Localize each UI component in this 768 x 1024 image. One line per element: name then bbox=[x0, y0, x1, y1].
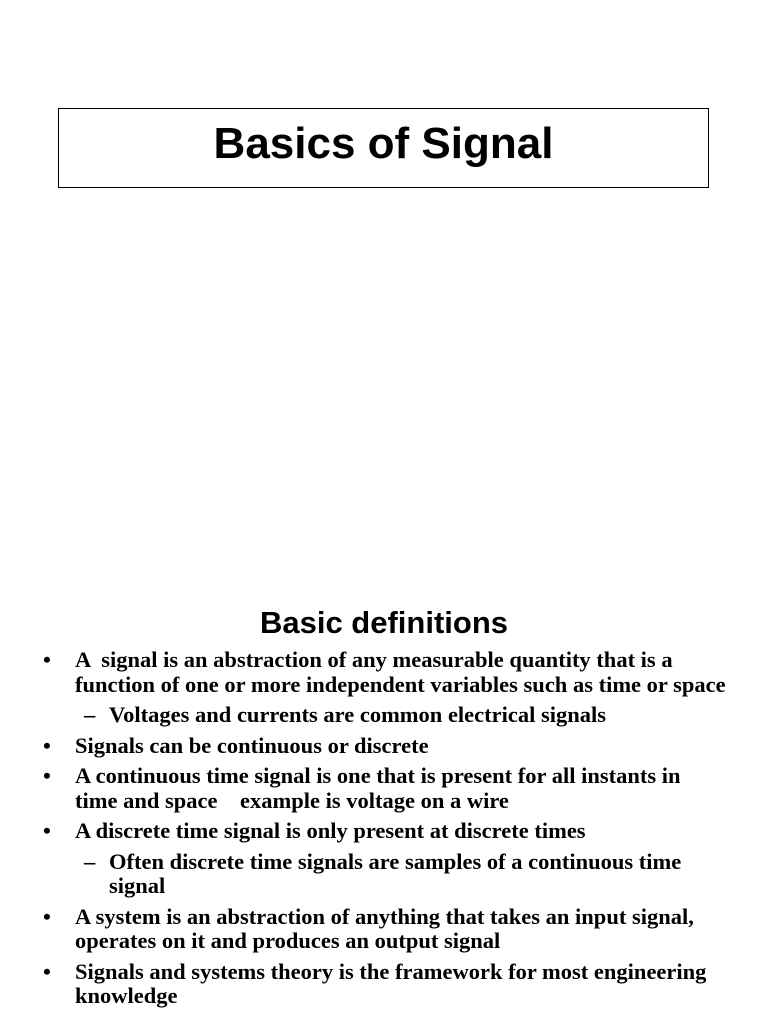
page-title: Basics of Signal bbox=[213, 119, 554, 168]
list-item-text: A signal is an abstraction of any measurable quantity that is a function of one or more independent variables such as time or space bbox=[75, 647, 726, 697]
list-item-text: Signals and systems theory is the framework for most engineering knowledge bbox=[75, 958, 707, 1008]
list-item-text: A system is an abstraction of anything that takes an input signal, operates on it and produces an output signal bbox=[75, 903, 694, 953]
list-item bbox=[0, 728, 768, 759]
list-item-text: A continuous time signal is one that is present for all instants in time and space example is voltage on a wire bbox=[75, 763, 687, 813]
list-item bbox=[0, 844, 768, 899]
list-item bbox=[0, 697, 768, 728]
list-item-text: A discrete time signal is only present at discrete times bbox=[75, 818, 586, 843]
section-heading: Basic definitions bbox=[259, 605, 509, 640]
bullet-marker: • bbox=[43, 763, 51, 788]
list-item bbox=[0, 813, 768, 844]
list-item bbox=[0, 758, 768, 813]
bullet-marker: • bbox=[43, 732, 51, 758]
list-item bbox=[0, 648, 768, 697]
dash-marker: – bbox=[84, 848, 96, 874]
bullet-marker: • bbox=[43, 903, 51, 929]
bullet-marker: • bbox=[43, 647, 51, 672]
title-box bbox=[58, 108, 709, 188]
list-item bbox=[0, 899, 768, 954]
list-item-text: Often discrete time signals are samples of a continuous time signal bbox=[109, 848, 682, 898]
dash-marker: – bbox=[84, 702, 96, 727]
list-item-text: Voltages and currents are common electrical signals bbox=[109, 702, 607, 727]
list-item-text: Signals can be continuous or discrete bbox=[75, 732, 429, 758]
definitions-list bbox=[0, 648, 768, 1009]
list-item bbox=[0, 954, 768, 1009]
bullet-marker: • bbox=[43, 958, 51, 984]
bullet-marker: • bbox=[43, 818, 51, 843]
